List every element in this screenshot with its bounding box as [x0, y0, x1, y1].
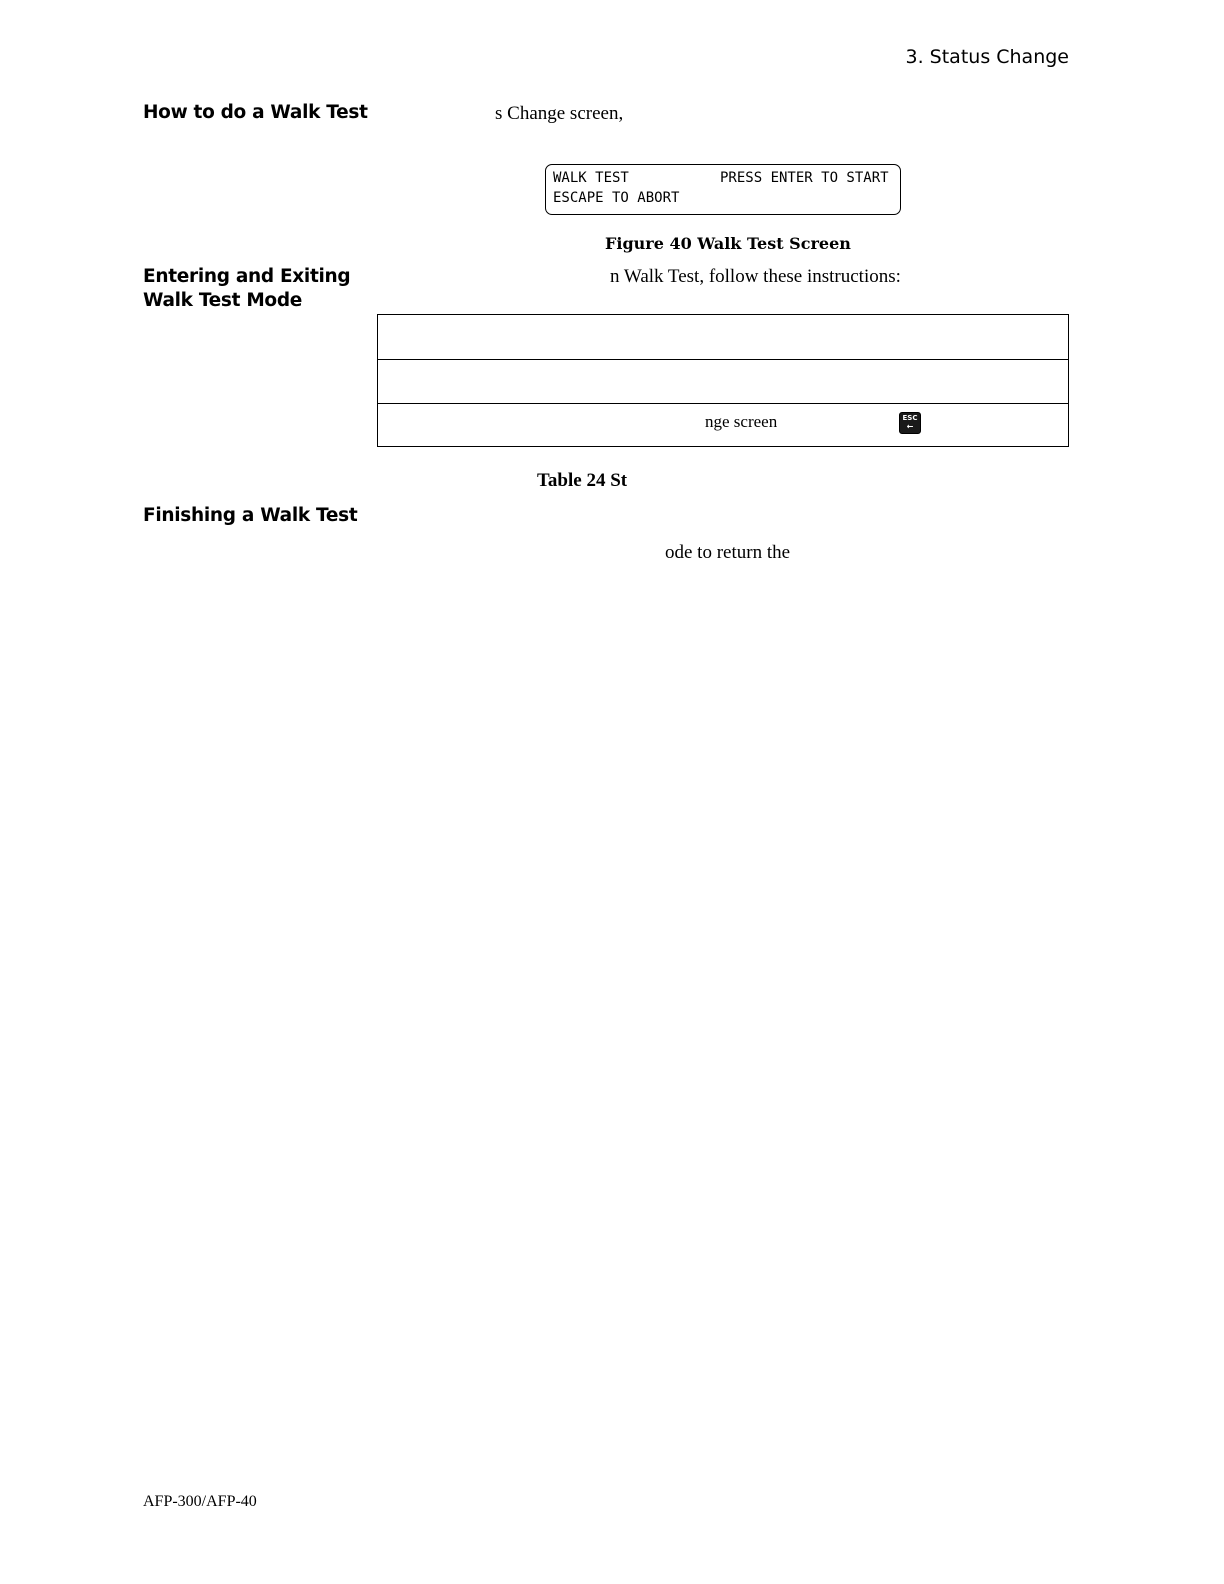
table-row	[378, 404, 1068, 446]
heading-entering-exiting-line1: Entering and Exiting	[143, 266, 351, 287]
lcd-line-1-right: PRESS ENTER TO START	[720, 170, 889, 186]
esc-arrow-icon: ←	[906, 422, 914, 431]
table-caption: Table 24 St	[537, 470, 628, 491]
heading-finishing-walk-test: Finishing a Walk Test	[143, 505, 358, 526]
table-row	[378, 360, 1068, 404]
lcd-line-1-left: WALK TEST	[553, 170, 629, 186]
lcd-line-2	[553, 188, 900, 208]
running-header-section: 3. Status Change	[905, 46, 1069, 68]
walk-test-intro-text: s Change screen,	[495, 103, 624, 124]
heading-how-to-walk-test: How to do a Walk Test	[143, 102, 368, 123]
table-row-text: nge screen	[705, 412, 778, 431]
entering-exiting-intro-text: n Walk Test, follow these instructions:	[610, 266, 901, 287]
esc-key-label: ESC	[902, 414, 918, 422]
esc-key-icon	[899, 412, 921, 434]
lcd-line-2-left: ESCAPE TO ABORT	[553, 190, 680, 206]
finishing-text: ode to return the	[665, 542, 791, 563]
steps-table	[377, 314, 1069, 447]
table-row	[378, 315, 1068, 360]
figure-caption: Figure 40 Walk Test Screen	[605, 234, 851, 253]
heading-entering-exiting	[143, 265, 350, 313]
heading-entering-exiting-line2: Walk Test Mode	[143, 290, 303, 311]
footer-document-id: AFP-300/AFP-40	[143, 1493, 257, 1510]
walk-test-lcd-screen	[545, 164, 901, 215]
lcd-line-1	[553, 168, 900, 188]
